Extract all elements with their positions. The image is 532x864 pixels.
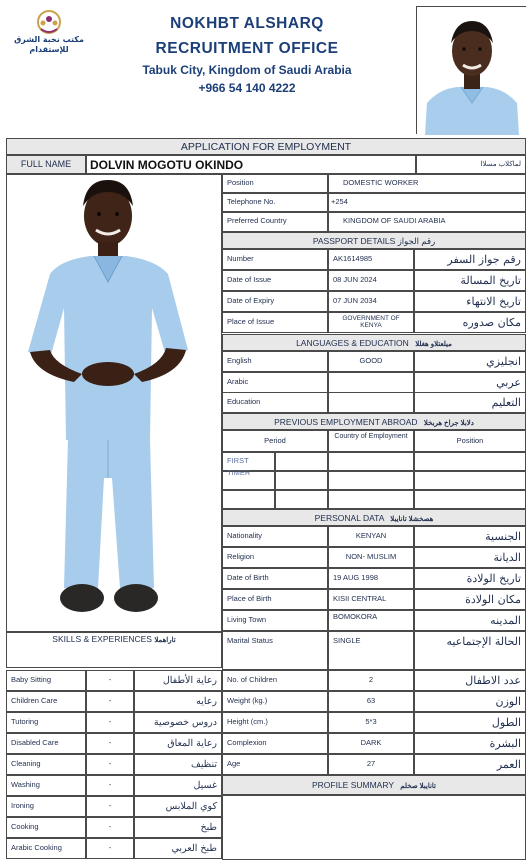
language-row-label: Education [222, 392, 328, 413]
skills-section-title [6, 632, 222, 668]
personal-row-value: 63 [328, 691, 414, 712]
personal-row-value: DARK [328, 733, 414, 754]
position-info-value: +254 [328, 193, 526, 212]
personal-row-label: Living Town [222, 610, 328, 631]
passport-row-label: Date of Issue [222, 270, 328, 291]
passport-row-ar: رقم جواز السفر [414, 249, 526, 270]
passport-row-value: 07 JUN 2034 [328, 291, 414, 312]
employment-col-period [222, 430, 328, 452]
skill-row-label: Ironing [6, 796, 86, 817]
personal-row-ar: المدينه [414, 610, 526, 631]
skill-row-value: - [86, 691, 134, 712]
company-phone: +966 54 140 4222 [198, 81, 296, 95]
full-name-value: DOLVIN MOGOTU OKINDO [90, 158, 244, 172]
employment-row-period-a [222, 490, 275, 509]
personal-row-label: Height (cm.) [222, 712, 328, 733]
skill-row-label: Baby Sitting [6, 670, 86, 691]
full-name-ar-cell [416, 155, 526, 174]
profile-summary-box [222, 795, 526, 860]
personal-row-label: Complexion [222, 733, 328, 754]
personal-section-title [222, 509, 526, 526]
passport-row-ar: مكان صدوره [414, 312, 526, 333]
personal-row-value: BOMOKORA [328, 610, 414, 631]
personal-row-label: Age [222, 754, 328, 775]
skill-row-ar: دروس خصوصية [134, 712, 222, 733]
candidate-photo-large [20, 178, 200, 624]
passport-row-value: GOVERNMENT OF KENYA [328, 312, 414, 333]
profile-summary-title-text: PROFILE SUMMARY [311, 780, 394, 790]
profile-summary-title-ar: تانايبلا صخلم [400, 783, 437, 790]
full-name-ar: لماكلاب مسلاا [480, 161, 521, 168]
skill-row-value: - [86, 733, 134, 754]
personal-row-value: SINGLE [328, 631, 414, 670]
application-title: APPLICATION FOR EMPLOYMENT [6, 138, 526, 155]
employment-col-country-text: Country of Employment [334, 433, 408, 440]
skill-row-ar: طبخ العربي [134, 838, 222, 859]
languages-title: LANGUAGES & EDUCATION [296, 338, 409, 348]
personal-row-ar: الطول [414, 712, 526, 733]
skill-row-ar: غسيل [134, 775, 222, 796]
passport-row-label: Date of Expiry [222, 291, 328, 312]
language-row-label: English [222, 351, 328, 372]
personal-row-ar: مكان الولادة [414, 589, 526, 610]
personal-row-value: 19 AUG 1998 [328, 568, 414, 589]
personal-row-value: NON- MUSLIM [328, 547, 414, 568]
personal-title-ar: هصخشلا تانايبلا [390, 516, 434, 523]
personal-row-ar: الوزن [414, 691, 526, 712]
full-name-value-cell [86, 155, 416, 174]
skill-row-label: Washing [6, 775, 86, 796]
skill-row-ar: رعاية الأطفال [134, 670, 222, 691]
personal-row-value: KISII CENTRAL [328, 589, 414, 610]
language-row-value [328, 392, 414, 413]
passport-section-title: PASSPORT DETAILS رقم الجواز [222, 232, 526, 249]
skill-row-label: Cleaning [6, 754, 86, 775]
personal-row-ar: البشرة [414, 733, 526, 754]
passport-row-value: AK1614985 [328, 249, 414, 270]
skill-row-label: Tutoring [6, 712, 86, 733]
position-info-label: Position [222, 174, 328, 193]
languages-section-title [222, 334, 526, 351]
skill-row-label: Arabic Cooking [6, 838, 86, 859]
company-address: Tabuk City, Kingdom of Saudi Arabia [142, 63, 352, 77]
employment-row-country [328, 452, 414, 471]
personal-row-value: 2 [328, 670, 414, 691]
company-logo [8, 8, 90, 56]
personal-title: PERSONAL DATA [314, 513, 384, 523]
personal-row-label: Marital Status [222, 631, 328, 670]
skill-row-value: - [86, 796, 134, 817]
passport-row-ar: تاريخ المسالة [414, 270, 526, 291]
skill-row-label: Disabled Care [6, 733, 86, 754]
personal-row-value: 5*3 [328, 712, 414, 733]
skill-row-value: - [86, 775, 134, 796]
personal-row-label: Weight (kg.) [222, 691, 328, 712]
employment-row-period-b [275, 471, 328, 490]
skill-row-label: Cooking [6, 817, 86, 838]
employment-row-period-b [275, 452, 328, 471]
employment-row-country [328, 490, 414, 509]
position-info-value: DOMESTIC WORKER [328, 174, 526, 193]
personal-row-label: Place of Birth [222, 589, 328, 610]
personal-row-ar: عدد الاطفال [414, 670, 526, 691]
skill-row-ar: طبخ [134, 817, 222, 838]
personal-row-label: Religion [222, 547, 328, 568]
employment-col-country [328, 430, 414, 452]
personal-row-ar: الحالة الإجتماعيه [414, 631, 526, 670]
employment-title: PREVIOUS EMPLOYMENT ABROAD [274, 417, 418, 427]
passport-row-label: Number [222, 249, 328, 270]
employment-row-period-b [275, 490, 328, 509]
company-name-line1: NOKHBT ALSHARQ [170, 15, 324, 32]
passport-row-ar: تاريخ الانتهاء [414, 291, 526, 312]
skill-row-ar: رعاية المعاق [134, 733, 222, 754]
passport-row-value: 08 JUN 2024 [328, 270, 414, 291]
personal-row-ar: الجنسية [414, 526, 526, 547]
personal-row-value: KENYAN [328, 526, 414, 547]
profile-summary-title [222, 775, 526, 795]
skill-row-value: - [86, 670, 134, 691]
employment-section-title [222, 413, 526, 430]
passport-row-label: Place of Issue [222, 312, 328, 333]
employment-col-period-text: Period [264, 436, 286, 445]
language-row-label: Arabic [222, 372, 328, 393]
logo-text: مكتب نخبة الشرق للإستقدام [14, 35, 84, 54]
personal-row-label: Date of Birth [222, 568, 328, 589]
personal-row-ar: العمر [414, 754, 526, 775]
personal-row-value: 27 [328, 754, 414, 775]
employment-col-position-text: Position [456, 436, 484, 445]
skills-title: SKILLS & EXPERIENCES [52, 634, 152, 644]
employment-row-period-a: FIRST TIMER [222, 452, 275, 471]
employment-title-ar: دلابلا جراخ هربخلا [423, 420, 474, 427]
employment-row-period-a [222, 471, 275, 490]
candidate-photo-small [416, 6, 526, 134]
skill-row-value: - [86, 817, 134, 838]
personal-row-ar: الديانة [414, 547, 526, 568]
language-row-value [328, 372, 414, 393]
skill-row-value: - [86, 838, 134, 859]
personal-row-label: Nationality [222, 526, 328, 547]
skill-row-label: Children Care [6, 691, 86, 712]
employment-row-country [328, 471, 414, 490]
personal-row-ar: تاريخ الولادة [414, 568, 526, 589]
language-row-ar: التعليم [414, 392, 526, 413]
skill-row-value: - [86, 754, 134, 775]
company-name-line2: RECRUITMENT OFFICE [155, 40, 339, 57]
position-info-value: KINGDOM OF SAUDI ARABIA [328, 212, 526, 232]
employment-row-position [414, 452, 526, 471]
skill-row-value: - [86, 712, 134, 733]
language-row-value: GOOD [328, 351, 414, 372]
full-name-label [6, 155, 86, 174]
language-row-ar: انجليزي [414, 351, 526, 372]
skill-row-ar: كوي الملابس [134, 796, 222, 817]
full-name-label-text: FULL NAME [20, 159, 72, 169]
skill-row-ar: تنظيف [134, 754, 222, 775]
position-info-label: Telephone No. [222, 193, 328, 212]
languages-title-ar: ميلعتلاو هغللا [415, 341, 452, 348]
skills-title-ar: تاراهملا [154, 637, 176, 644]
employment-col-position [414, 430, 526, 452]
skill-row-ar: رعايه [134, 691, 222, 712]
language-row-ar: عربي [414, 372, 526, 393]
position-info-label: Preferred Country [222, 212, 328, 232]
personal-row-label: No. of Children [222, 670, 328, 691]
employment-row-position [414, 471, 526, 490]
employment-row-position [414, 490, 526, 509]
